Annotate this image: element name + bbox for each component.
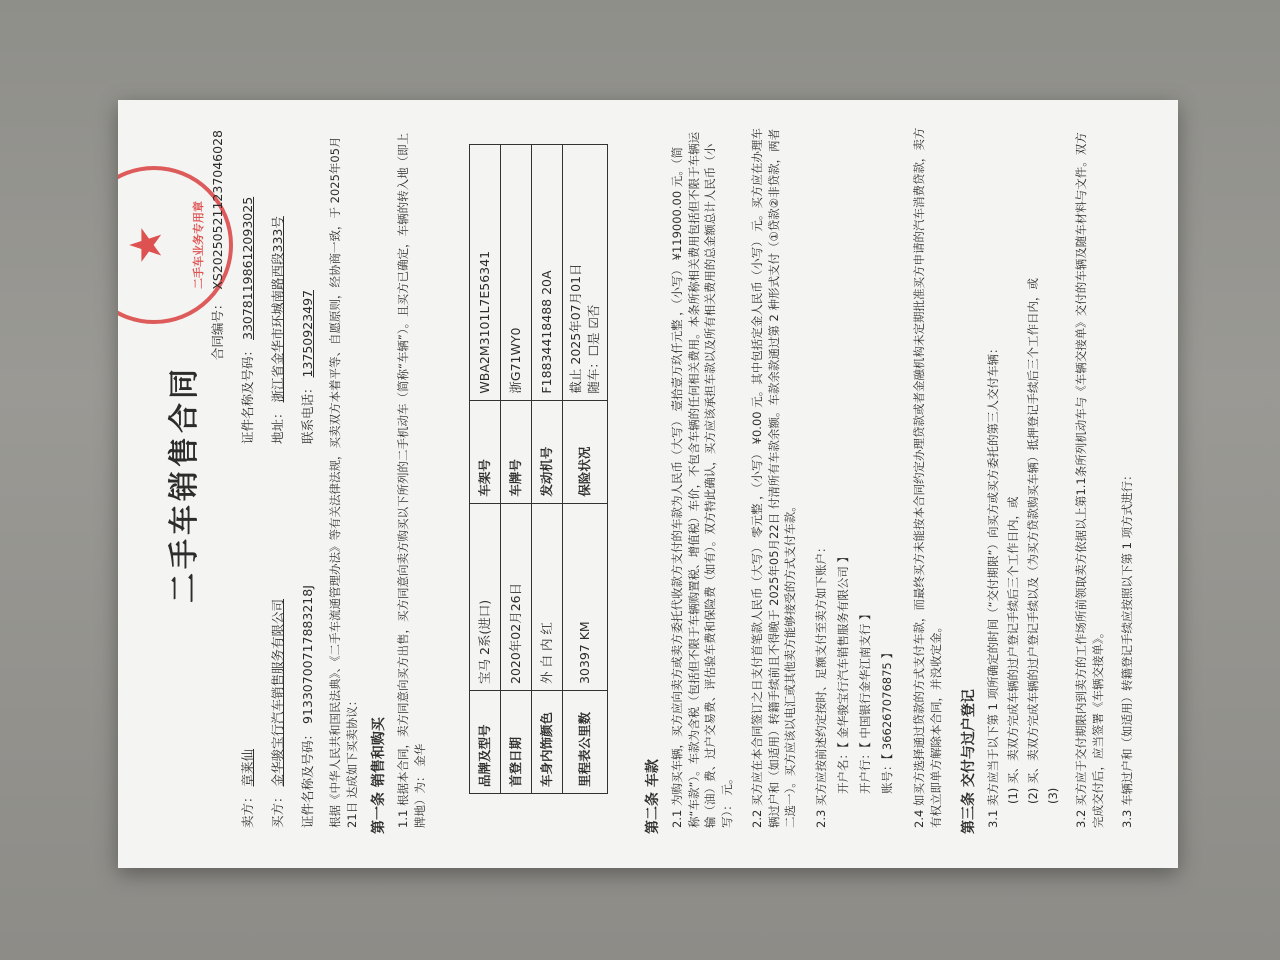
article-3-1-c: (3) <box>1046 787 1060 804</box>
bank-name: 开户行：【 中国银行金华江南支行 】 <box>858 608 872 794</box>
star-icon: ★ <box>121 225 172 265</box>
article-2-title: 第二条 车款 <box>645 759 661 834</box>
insurance-value: 截止 2025年07月01日 随车：☐是 ☑否 <box>563 145 608 401</box>
article-2-4: 2.4 如买方选择通过贷款的方式支付车款，而最终买方未能按本合同约定办理贷款或者金融机构未定期批准买方申请的汽车消费贷款，卖方有权立即单方解除本合同，并没收定金。 <box>912 127 943 828</box>
address-line: 地址： 浙江省金华市环城南路西段333号 <box>270 216 285 444</box>
table-row: 首登日期 2020年02月26日 车牌号 浙G71WY0 <box>501 145 532 794</box>
article-3-3: 3.3 车辆过户和（如适用）转籍登记手续应按照以下第 1 项方式进行： <box>1120 469 1134 828</box>
contract-paper <box>118 100 1178 868</box>
buyer-line: 买方： 金华骏宝行汽车销售服务有限公司 <box>270 598 285 828</box>
article-3-title: 第三条 交付与过户登记 <box>961 689 977 834</box>
basis-paragraph: 根据《中华人民共和国民法典》、《二手车流通管理办法》等有关法律法规，买卖双方本着平等、自愿原则，经协商一致，于 2025年05月21日 达成如下买卖协议： <box>328 136 359 828</box>
account-name: 开户名：【 金华骏宝行汽车销售服务有限公司 】 <box>836 550 850 794</box>
reg-date-value: 2020年02月26日 <box>501 503 532 690</box>
brand-value: 宝马 2系(进口) <box>470 503 501 690</box>
seller-id-line: 证件名称及号码： 330781198612093025 <box>240 196 255 444</box>
buyer-id-line: 证件名称及号码： 91330700717883218J <box>300 585 315 828</box>
stamp-text: 二手车业务专用章 <box>192 201 206 289</box>
document-title: 二手车销售合同 <box>167 365 202 603</box>
article-1-1: 1.1 根据本合同，卖方同意向买方出售，买方同意向卖方购买以下所列的二手机动车（简称“车辆”）。且买方已确定，车辆的转入地（即上牌地）为： 金华 <box>396 132 427 828</box>
article-3-2: 3.2 买方应于交付期限内到卖方的工作场所前领取卖方依据以上第1.1条所列机动车与《车辆交接单》交付的车辆及随车材料与文件。双方完成交付后，应当签署《车辆交接单》。 <box>1074 132 1105 828</box>
contract-number: 合同编号：XS202505211237046028 <box>210 130 225 361</box>
table-row: 里程表公里数 30397 KM 保险状况 截止 2025年07月01日 随车：☐是 ☑否 <box>563 145 608 794</box>
vehicle-spec-table <box>469 144 608 794</box>
engine-value: F18834418488 20A <box>532 145 563 401</box>
account-number: 账号：【 366267076875 】 <box>880 647 894 794</box>
contract-sheet <box>123 104 1173 864</box>
article-3-1: 3.1 卖方应当于以下第 1 项所确定的时间（“交付期限”）向买方或买方委托的第三人交付车辆： <box>986 342 1000 828</box>
plate-value: 浙G71WY0 <box>501 145 532 401</box>
color-value: 外 白 内 红 <box>532 503 563 690</box>
article-2-3: 2.3 买方应按前述约定按时、足额支付至卖方如下账户： <box>814 541 828 828</box>
table-row: 车身内饰颜色 外 白 内 红 发动机号 F18834418488 20A <box>532 145 563 794</box>
vin-value: WBA2M3101L7E56341 <box>470 145 501 401</box>
table-row: 品牌及型号 宝马 2系(进口) 车架号 WBA2M3101L7E56341 <box>470 145 501 794</box>
mileage-value: 30397 KM <box>563 503 608 690</box>
article-1-title: 第一条 销售和购买 <box>371 717 387 834</box>
article-3-1-a: (1) 买、卖双方完成车辆的过户登记手续后三个工作日内，或 <box>1006 496 1020 804</box>
article-2-2: 2.2 买方应在本合同签订之日支付首笔款人民币（大写） 零元整 ，（小写） ¥0.00 元。其中包括定金人民币（小写） 元。买方应在办理车辆过户和（如适用）转籍手续前且不得晚于 2025年05月22日 付清所有车款余额。车款余款通过第 2 种形式支付（①贷款②非贷款，两者二选一）。买方应该以电汇或其他卖方能够接受的方式支付车款。 <box>750 128 798 828</box>
phone-line: 联系电话： 13750923497 <box>300 290 315 444</box>
seller-line: 卖方： 章莱仙 <box>240 748 255 828</box>
article-2-1: 2.1 为购买车辆，买方应向卖方或卖方委托代收款方支付的车款为人民币（大写） 壹拾壹万玖仟元整 ，（小写） ¥119000.00 元。（简称“车款”）。车款为含税（包括但不限于车辆购置税、增值税）车价，不包含车辆的任何相关费用。本条所称相关费用包括但不限于车辆运输（油）费、过户交易费、评估验车费和保险费（如有）。双方特此确认，买方应该承担车款以及所有相关费用的总金额总计人民币（小写）： 元。 <box>670 131 735 828</box>
article-3-1-b: (2) 买、卖双方完成车辆的过户登记手续以及（为买方贷款购买车辆）抵押登记手续后三个工作日内，或 <box>1026 278 1040 804</box>
